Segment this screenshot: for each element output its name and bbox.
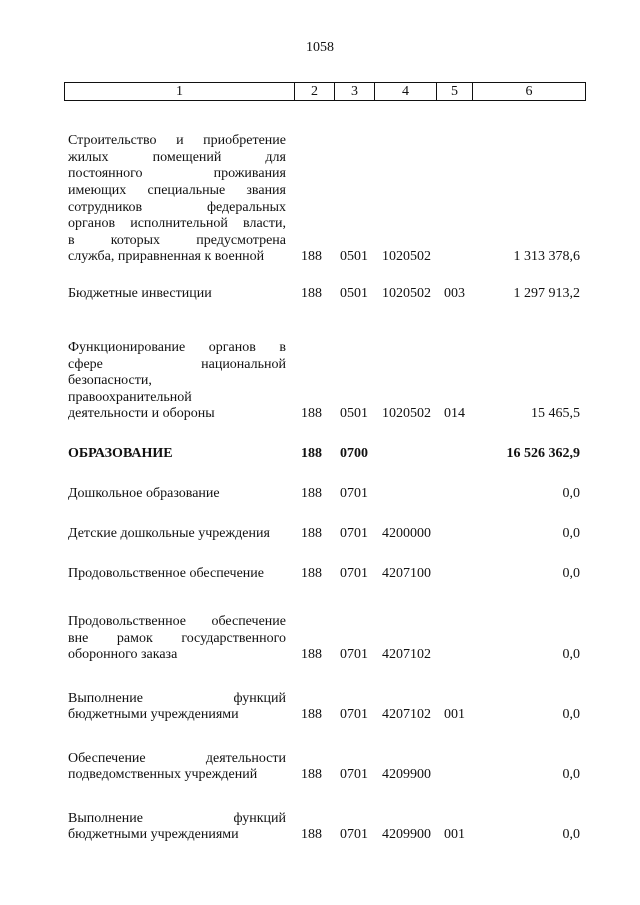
- cell-amount: 0,0: [562, 707, 580, 723]
- cell-amount: 0,0: [562, 566, 580, 582]
- cell-section: 0701: [340, 486, 368, 502]
- cell-target-article: 1020502: [382, 406, 431, 422]
- cell-section: 0701: [340, 566, 368, 582]
- cell-chapter: 188: [301, 286, 322, 302]
- cell-chapter: 188: [301, 566, 322, 582]
- column-header-1: 1: [65, 83, 295, 101]
- cell-chapter: 188: [301, 249, 322, 265]
- row-name-line: жилых помещений для: [68, 149, 286, 165]
- cell-section: 0501: [340, 406, 368, 422]
- row-name-line: Строительство и приобретение: [68, 133, 286, 149]
- cell-amount: 0,0: [562, 767, 580, 783]
- row-name-line: бюджетными учреждениями: [68, 707, 239, 723]
- row-name-line: правоохранительной: [68, 389, 192, 405]
- row-name-line: Продовольственное обеспечение: [68, 614, 286, 630]
- cell-target-article: 1020502: [382, 249, 431, 265]
- column-header-6: 6: [473, 83, 586, 101]
- cell-section: 0701: [340, 526, 368, 542]
- column-header-3: 3: [335, 83, 375, 101]
- cell-section: 0701: [340, 767, 368, 783]
- row-name-line: служба, приравненная к военной: [68, 249, 265, 265]
- cell-amount: 1 297 913,2: [513, 286, 580, 302]
- cell-amount: 0,0: [562, 486, 580, 502]
- row-name-line: бюджетными учреждениями: [68, 827, 239, 843]
- row-name-line: сфере национальной: [68, 356, 286, 372]
- cell-section: 0501: [340, 286, 368, 302]
- cell-chapter: 188: [301, 647, 322, 663]
- cell-target-article: 4207100: [382, 566, 431, 582]
- cell-target-article: 4209900: [382, 827, 431, 843]
- column-header-5: 5: [437, 83, 473, 101]
- cell-amount: 0,0: [562, 526, 580, 542]
- row-name-line: Детские дошкольные учреждения: [68, 526, 270, 542]
- row-name-line: ОБРАЗОВАНИЕ: [68, 446, 173, 462]
- row-name-line: сотрудников федеральных: [68, 199, 286, 215]
- cell-chapter: 188: [301, 406, 322, 422]
- row-name-line: подведомственных учреждений: [68, 767, 258, 783]
- cell-chapter: 188: [301, 526, 322, 542]
- row-name-line: Бюджетные инвестиции: [68, 286, 212, 302]
- cell-chapter: 188: [301, 486, 322, 502]
- cell-target-article: 1020502: [382, 286, 431, 302]
- page-number: 1058: [306, 40, 334, 55]
- row-name-line: Обеспечение деятельности: [68, 750, 286, 766]
- cell-section: 0701: [340, 827, 368, 843]
- row-name-line: оборонного заказа: [68, 647, 178, 663]
- row-name-line: деятельности и обороны: [68, 406, 215, 422]
- row-name-line: Продовольственное обеспечение: [68, 566, 264, 582]
- cell-expense-type: 014: [444, 406, 465, 422]
- cell-target-article: 4209900: [382, 767, 431, 783]
- row-name-line: органов исполнительной власти,: [68, 216, 286, 232]
- cell-chapter: 188: [301, 707, 322, 723]
- cell-expense-type: 001: [444, 707, 465, 723]
- cell-amount: 0,0: [562, 647, 580, 663]
- cell-section: 0501: [340, 249, 368, 265]
- row-name-line: безопасности,: [68, 373, 152, 389]
- cell-chapter: 188: [301, 827, 322, 843]
- cell-target-article: 4207102: [382, 647, 431, 663]
- cell-amount: 15 465,5: [531, 406, 580, 422]
- cell-target-article: 4207102: [382, 707, 431, 723]
- row-name-line: Функционирование органов в: [68, 340, 286, 356]
- row-name-line: Дошкольное образование: [68, 486, 220, 502]
- column-header-2: 2: [295, 83, 335, 101]
- row-name-line: Выполнение функций: [68, 810, 286, 826]
- cell-expense-type: 001: [444, 827, 465, 843]
- row-name: [68, 811, 286, 844]
- cell-expense-type: 003: [444, 286, 465, 302]
- row-name-line: в которых предусмотрена: [68, 232, 286, 248]
- cell-amount: 16 526 362,9: [506, 446, 580, 462]
- cell-section: 0701: [340, 707, 368, 723]
- row-name-line: Выполнение функций: [68, 690, 286, 706]
- cell-amount: 0,0: [562, 827, 580, 843]
- cell-target-article: 4200000: [382, 526, 431, 542]
- cell-section: 0701: [340, 647, 368, 663]
- cell-section: 0700: [340, 446, 368, 462]
- column-header-4: 4: [375, 83, 437, 101]
- cell-amount: 1 313 378,6: [513, 249, 580, 265]
- row-name-line: постоянного проживания: [68, 166, 286, 182]
- row-name-line: имеющих специальные звания: [68, 183, 286, 199]
- row-name-line: вне рамок государственного: [68, 630, 286, 646]
- cell-chapter: 188: [301, 767, 322, 783]
- cell-chapter: 188: [301, 446, 322, 462]
